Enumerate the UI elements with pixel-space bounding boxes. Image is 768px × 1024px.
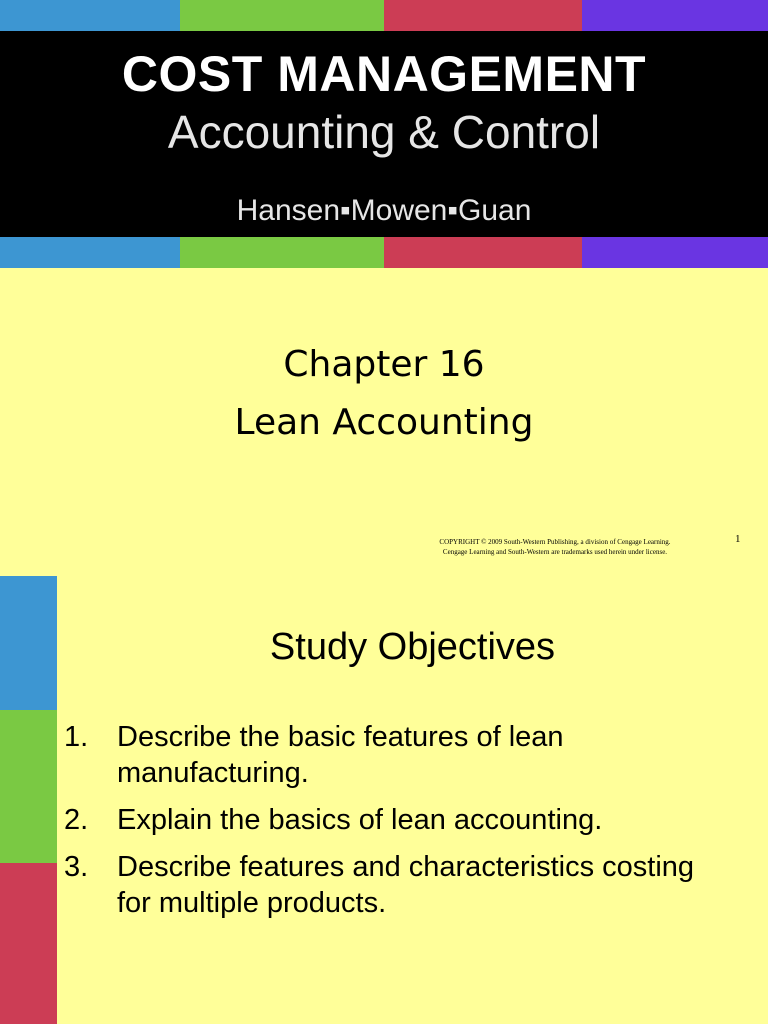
band-segment-blue	[0, 576, 57, 710]
band-segment-green	[180, 0, 384, 31]
band-segment-red	[0, 863, 57, 1024]
top-color-band	[0, 0, 768, 31]
band-segment-blue	[0, 0, 180, 31]
band-segment-purple	[582, 237, 768, 268]
chapter-title: Lean Accounting	[234, 402, 534, 443]
title-block	[0, 31, 768, 237]
objectives-slide	[0, 576, 768, 1024]
chapter-number: Chapter 16	[283, 344, 485, 385]
band-segment-purple	[582, 0, 768, 31]
book-title: COST MANAGEMENT	[121, 46, 647, 102]
objectives-title: Study Objectives	[269, 626, 556, 668]
list-item-number: 3.	[64, 851, 89, 883]
bottom-color-band	[0, 237, 768, 268]
list-item	[64, 802, 704, 838]
chapter-heading	[0, 336, 768, 452]
list-item-number: 1.	[64, 721, 89, 753]
list-item-text: Describe the basic features of lean manufacturing.	[117, 721, 564, 789]
band-segment-green	[180, 237, 384, 268]
copyright-line: COPYRIGHT © 2009 South-Western Publishing, a division of Cengage Learning.	[439, 538, 671, 546]
list-item-number: 2.	[64, 804, 89, 836]
copyright-notice	[360, 537, 750, 557]
list-item	[64, 849, 704, 921]
page-number: 1	[735, 533, 741, 545]
band-segment-blue	[0, 237, 180, 268]
book-authors: Hansen▪Mowen▪Guan	[236, 194, 532, 227]
list-item	[64, 719, 704, 791]
left-color-band	[0, 576, 57, 1024]
band-segment-green	[0, 710, 57, 863]
band-segment-red	[384, 237, 582, 268]
band-segment-red	[384, 0, 582, 31]
list-item-text: Describe features and characteristics costing for multiple products.	[117, 851, 695, 919]
list-item-text: Explain the basics of lean accounting.	[117, 804, 603, 836]
copyright-line: Cengage Learning and South-Western are trademarks used herein under license.	[442, 548, 668, 556]
book-subtitle: Accounting & Control	[167, 106, 601, 158]
objectives-list	[64, 719, 704, 932]
